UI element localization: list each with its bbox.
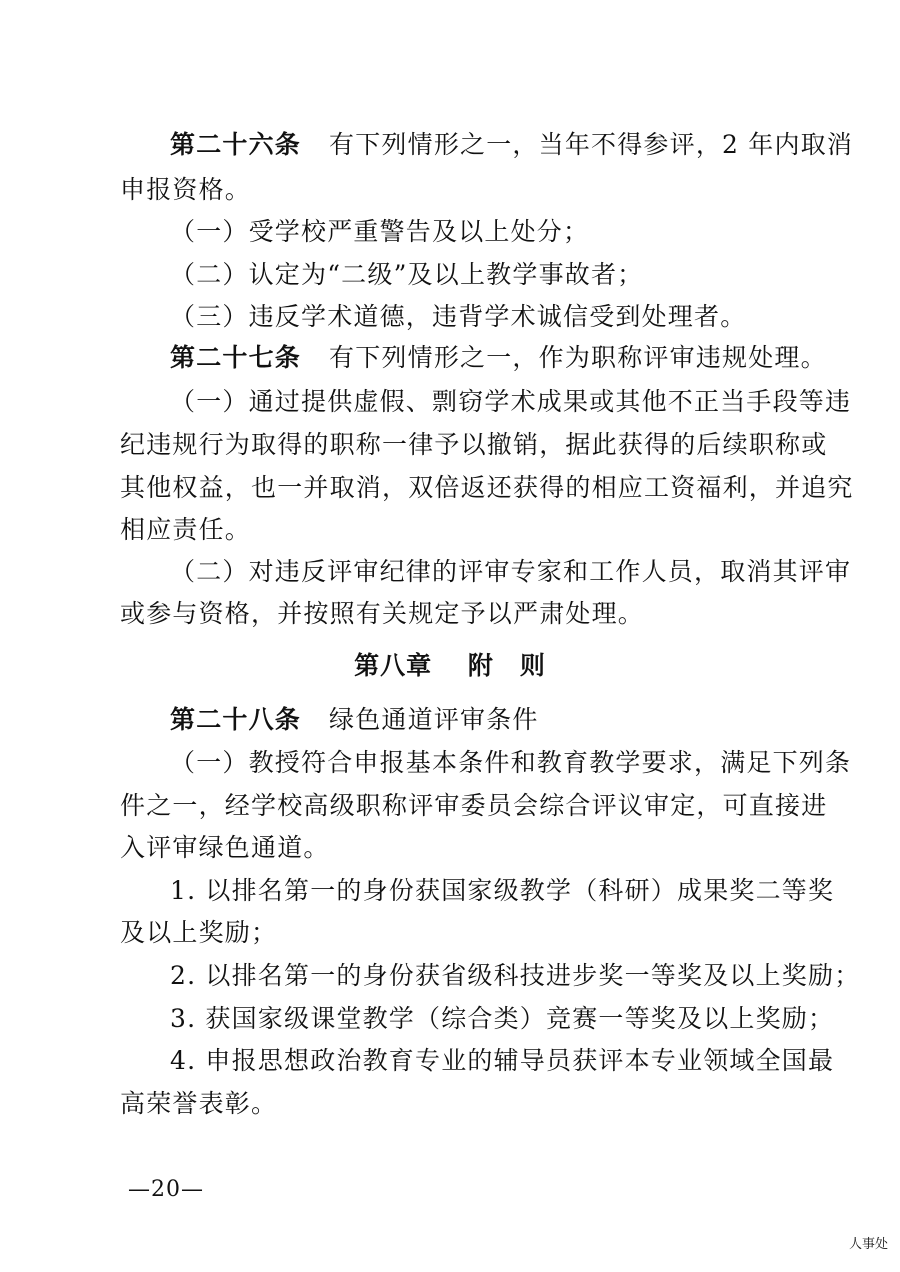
article-26-item-3: （三）违反学术道德，违背学术诚信受到处理者。 (170, 302, 747, 331)
article-26-text: 有下列情形之一，当年不得参评，2 年内取消 (329, 130, 854, 159)
article-27-item-1-line-2: 纪违规行为取得的职称一律予以撤销，据此获得的后续职称或 (120, 430, 828, 459)
article-28-sub-4-line-2: 高荣誉表彰。 (120, 1089, 278, 1118)
department-mark: 人事处 (848, 1237, 888, 1252)
article-26-item-2: （二）认定为“二级”及以上教学事故者； (170, 260, 644, 289)
chapter-8-title: 第八章 附 则 (354, 651, 546, 680)
article-28-item-1-line-2: 件之一，经学校高级职称评审委员会综合评议审定，可直接进 (120, 791, 828, 820)
article-28-item-1-line-1: （一）教授符合申报基本条件和教育教学要求，满足下列条 (170, 748, 852, 777)
article-28-sub-1-line-2: 及以上奖励； (120, 918, 278, 947)
article-27-item-2-line-1: （二）对违反评审纪律的评审专家和工作人员，取消其评审 (170, 557, 852, 586)
article-27-text: 有下列情形之一，作为职称评审违规处理。 (329, 343, 827, 372)
article-27-heading (170, 341, 827, 375)
article-28-text: 绿色通道评审条件 (329, 705, 539, 734)
article-28-title: 第二十八条 (170, 705, 302, 734)
article-28-sub-3: 3. 获国家级课堂教学（综合类）竞赛一等奖及以上奖励； (170, 1004, 835, 1033)
article-26-continuation: 申报资格。 (120, 175, 252, 204)
article-28-heading (170, 703, 780, 737)
article-27-item-1-line-3: 其他权益，也一并取消，双倍返还获得的相应工资福利，并追究 (120, 473, 854, 502)
article-27-item-2-line-2: 或参与资格，并按照有关规定予以严肃处理。 (120, 599, 645, 628)
article-28-item-1-line-3: 入评审绿色通道。 (120, 833, 330, 862)
article-27-item-1-line-1: （一）通过提供虚假、剽窃学术成果或其他不正当手段等违 (170, 387, 852, 416)
article-28-sub-4-line-1: 4. 申报思想政治教育专业的辅导员获评本专业领域全国最 (170, 1046, 835, 1075)
article-26-item-1: （一）受学校严重警告及以上处分； (170, 217, 590, 246)
article-27-item-1-line-4: 相应责任。 (120, 515, 252, 544)
article-27-title: 第二十七条 (170, 343, 302, 372)
article-28-sub-1-line-1: 1. 以排名第一的身份获国家级教学（科研）成果奖二等奖 (170, 876, 835, 905)
article-26-title: 第二十六条 (170, 130, 302, 159)
page-number: —20— (128, 1177, 204, 1202)
article-26-heading (170, 128, 854, 162)
article-28-sub-2: 2. 以排名第一的身份获省级科技进步奖一等奖及以上奖励； (170, 961, 861, 990)
